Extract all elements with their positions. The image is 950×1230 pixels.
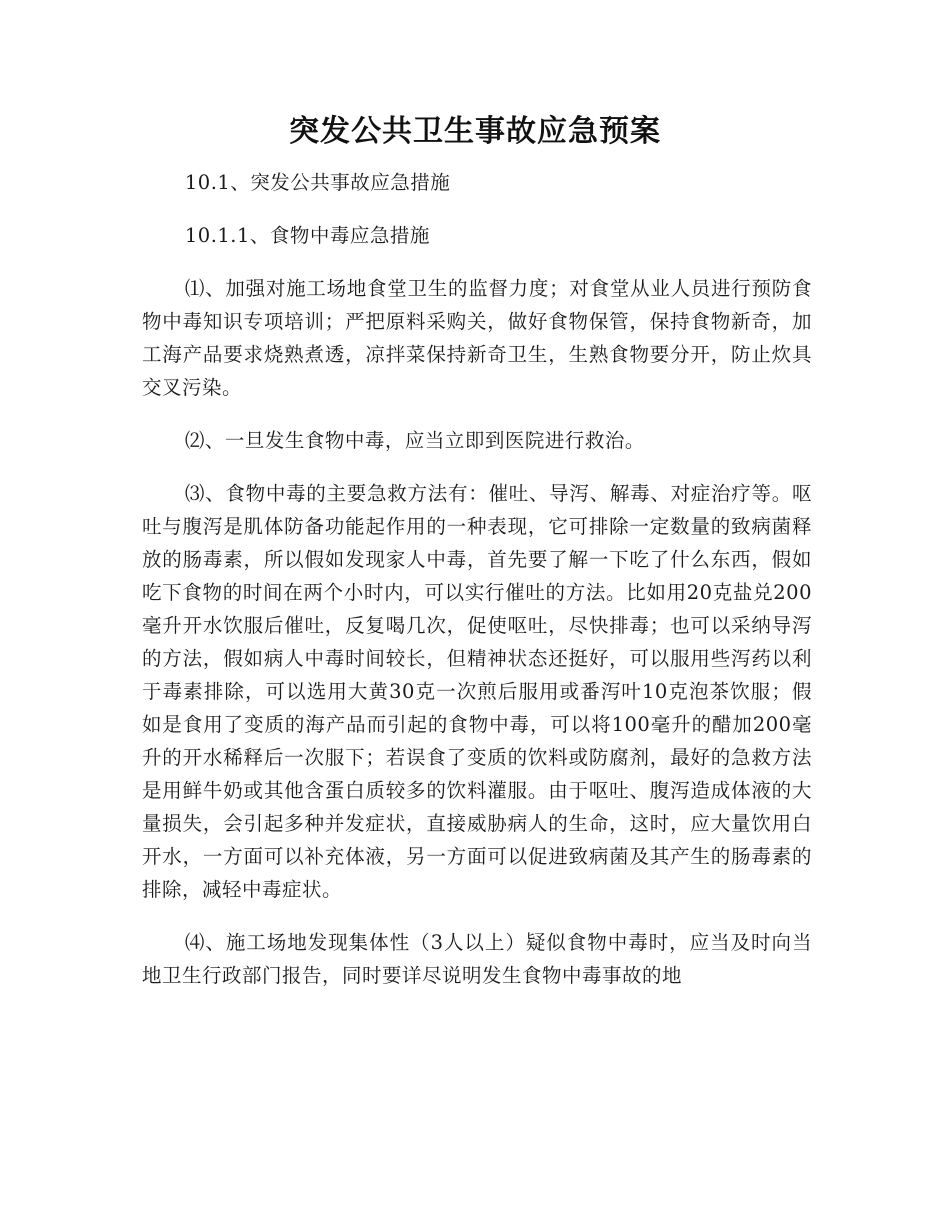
paragraph-1: ⑴、加强对施工场地食堂卫生的监督力度；对食堂从业人员进行预防食物中毒知识专项培训；严把原料采购关，做好食物保管，保持食物新奇，加工海产品要求烧熟煮透，凉拌菜保持新奇卫生，生熟食物要分开，防止炊具交叉污染。 xyxy=(142,277,812,399)
paragraph-3: ⑶、食物中毒的主要急救方法有：催吐、导泻、解毒、对症治疗等。呕吐与腹泻是肌体防备功能起作用的一种表现，它可排除一定数量的致病菌释放的肠毒素，所以假如发现家人中毒，首先要了解一下吃了什么东西，假如吃下食物的时间在两个小时内，可以实行催吐的方法。比如用20克盐兑200毫升开水饮服后催吐，反复喝几次，促使呕吐，尽快排毒；也可以采纳导泻的方法，假如病人中毒时间较长，但精神状态还挺好，可以服用些泻药以利于毒素排除，可以选用大黄30克一次煎后服用或番泻叶10克泡茶饮服；假如是食用了变质的海产品而引起的食物中毒，可以将100毫升的醋加200毫升的开水稀释后一次服下；若误食了变质的饮料或防腐剂，最好的急救方法是用鲜牛奶或其他含蛋白质较多的饮料灌服。由于呕吐、腹泻造成体液的大量损失，会引起多种并发症状，直接威胁病人的生命，这时，应大量饮用白开水，一方面可以补充体液，另一方面可以促进致病菌及其产生的肠毒素的排除，减轻中毒症状。 xyxy=(142,482,812,901)
paragraph-4: ⑷、施工场地发现集体性（3人以上）疑似食物中毒时，应当及时向当地卫生行政部门报告，同时要详尽说明发生食物中毒事故的地 xyxy=(142,931,812,987)
document-title: 突发公共卫生事故应急预案 xyxy=(289,114,661,149)
document-body xyxy=(142,166,812,1012)
section-heading: 10.1、突发公共事故应急措施 xyxy=(184,171,451,194)
subsection-heading: 10.1.1、食物中毒应急措施 xyxy=(184,224,430,247)
paragraph-2: ⑵、一旦发生食物中毒，应当立即到医院进行救治。 xyxy=(184,429,645,452)
